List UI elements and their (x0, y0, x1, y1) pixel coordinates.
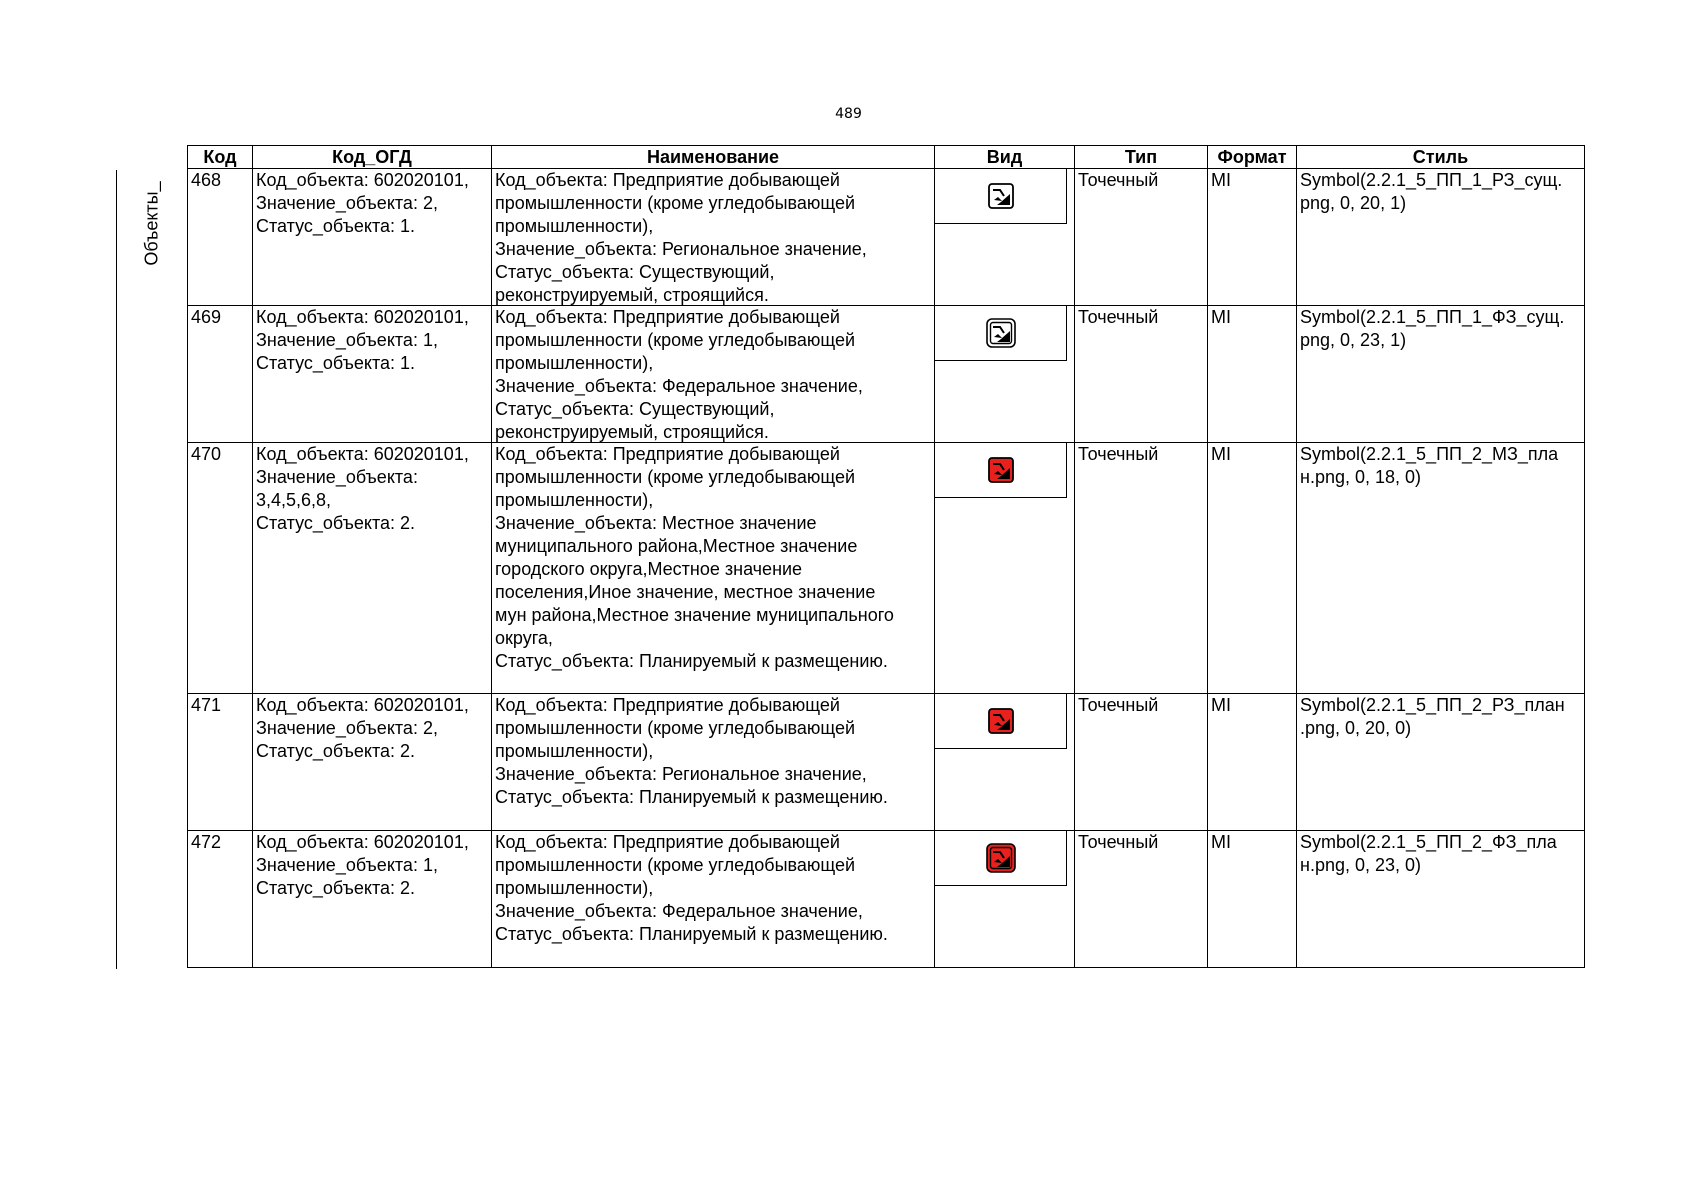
mining-existing-regional-icon (985, 180, 1017, 212)
cell-name (492, 831, 935, 968)
symbol-frame (935, 443, 1067, 498)
cell-code: 469 (188, 306, 253, 443)
cell-view (935, 694, 1075, 831)
cell-format: MI (1208, 694, 1297, 831)
cell-code: 472 (188, 831, 253, 968)
header-name: Наименование (492, 146, 935, 169)
cell-style: Symbol(2.2.1_5_ПП_1_РЗ_сущ. png, 0, 20, 1) (1297, 169, 1585, 306)
table-row (188, 443, 1585, 694)
mining-planned-regional-icon (985, 705, 1017, 737)
objects-table (187, 145, 1585, 968)
cell-name (492, 169, 935, 306)
table-row (188, 306, 1585, 443)
cell-format: MI (1208, 169, 1297, 306)
table-row (188, 831, 1585, 968)
header-style: Стиль (1297, 146, 1585, 169)
cell-name-text: Код_объекта: Предприятие добывающей промышленности (кроме угледобывающей промышленности), Значение_объекта: Региональное значение, Статус_объекта: Существующий, реконструируемый, строящийся. (495, 170, 867, 305)
cell-view (935, 831, 1075, 968)
cell-ogd-code: Код_объекта: 602020101, Значение_объекта: 3,4,5,6,8, Статус_объекта: 2. (253, 443, 492, 694)
table-row (188, 694, 1585, 831)
table-header-row (188, 146, 1585, 169)
cell-view (935, 306, 1075, 443)
table-row (188, 169, 1585, 306)
header-ogd-code: Код_ОГД (253, 146, 492, 169)
cell-code: 471 (188, 694, 253, 831)
side-label: Объекты_ (141, 181, 162, 266)
cell-type: Точечный (1075, 306, 1208, 443)
cell-code: 470 (188, 443, 253, 694)
symbol-frame (935, 169, 1067, 224)
symbol-frame (935, 831, 1067, 886)
side-rule (116, 170, 117, 969)
mining-planned-federal-icon (985, 842, 1017, 874)
cell-type: Точечный (1075, 831, 1208, 968)
symbol-frame (935, 306, 1067, 361)
cell-ogd-code: Код_объекта: 602020101, Значение_объекта: 1, Статус_объекта: 1. (253, 306, 492, 443)
mining-existing-federal-icon (985, 317, 1017, 349)
cell-ogd-code: Код_объекта: 602020101, Значение_объекта: 2, Статус_объекта: 2. (253, 694, 492, 831)
cell-name-text: Код_объекта: Предприятие добывающей промышленности (кроме угледобывающей промышленности), Значение_объекта: Региональное значение, Статус_объекта: Планируемый к размещению. (495, 695, 888, 807)
cell-type: Точечный (1075, 443, 1208, 694)
header-view: Вид (935, 146, 1075, 169)
cell-view (935, 443, 1075, 694)
cell-style: Symbol(2.2.1_5_ПП_2_РЗ_план .png, 0, 20, 0) (1297, 694, 1585, 831)
cell-view (935, 169, 1075, 306)
cell-name-text: Код_объекта: Предприятие добывающей промышленности (кроме угледобывающей промышленности), Значение_объекта: Федеральное значение, Статус_объекта: Планируемый к размещению. (495, 832, 888, 944)
cell-style: Symbol(2.2.1_5_ПП_1_ФЗ_сущ. png, 0, 23, 1) (1297, 306, 1585, 443)
cell-ogd-code: Код_объекта: 602020101, Значение_объекта: 2, Статус_объекта: 1. (253, 169, 492, 306)
cell-format: MI (1208, 443, 1297, 694)
page-number: 489 (835, 106, 862, 122)
cell-format: MI (1208, 831, 1297, 968)
cell-style: Symbol(2.2.1_5_ПП_2_ФЗ_пла н.png, 0, 23, 0) (1297, 831, 1585, 968)
cell-name-text: Код_объекта: Предприятие добывающей промышленности (кроме угледобывающей промышленности), Значение_объекта: Федеральное значение, Статус_объекта: Существующий, реконструируемый, строящийся. (495, 307, 863, 442)
header-type: Тип (1075, 146, 1208, 169)
cell-type: Точечный (1075, 169, 1208, 306)
symbol-frame (935, 694, 1067, 749)
mining-planned-local-icon (985, 454, 1017, 486)
cell-name (492, 443, 935, 694)
cell-name (492, 694, 935, 831)
cell-type: Точечный (1075, 694, 1208, 831)
cell-style: Symbol(2.2.1_5_ПП_2_МЗ_пла н.png, 0, 18, 0) (1297, 443, 1585, 694)
cell-format: MI (1208, 306, 1297, 443)
header-code: Код (188, 146, 253, 169)
header-format: Формат (1208, 146, 1297, 169)
cell-name (492, 306, 935, 443)
cell-ogd-code: Код_объекта: 602020101, Значение_объекта: 1, Статус_объекта: 2. (253, 831, 492, 968)
cell-name-text: Код_объекта: Предприятие добывающей промышленности (кроме угледобывающей промышленности), Значение_объекта: Местное значение муниципального района,Местное значение городского округа,Местное значение поселения,Иное значение, местное значение мун района,Местное значение муниципального округа, Статус_объекта: Планируемый к размещению. (495, 444, 894, 671)
cell-code: 468 (188, 169, 253, 306)
